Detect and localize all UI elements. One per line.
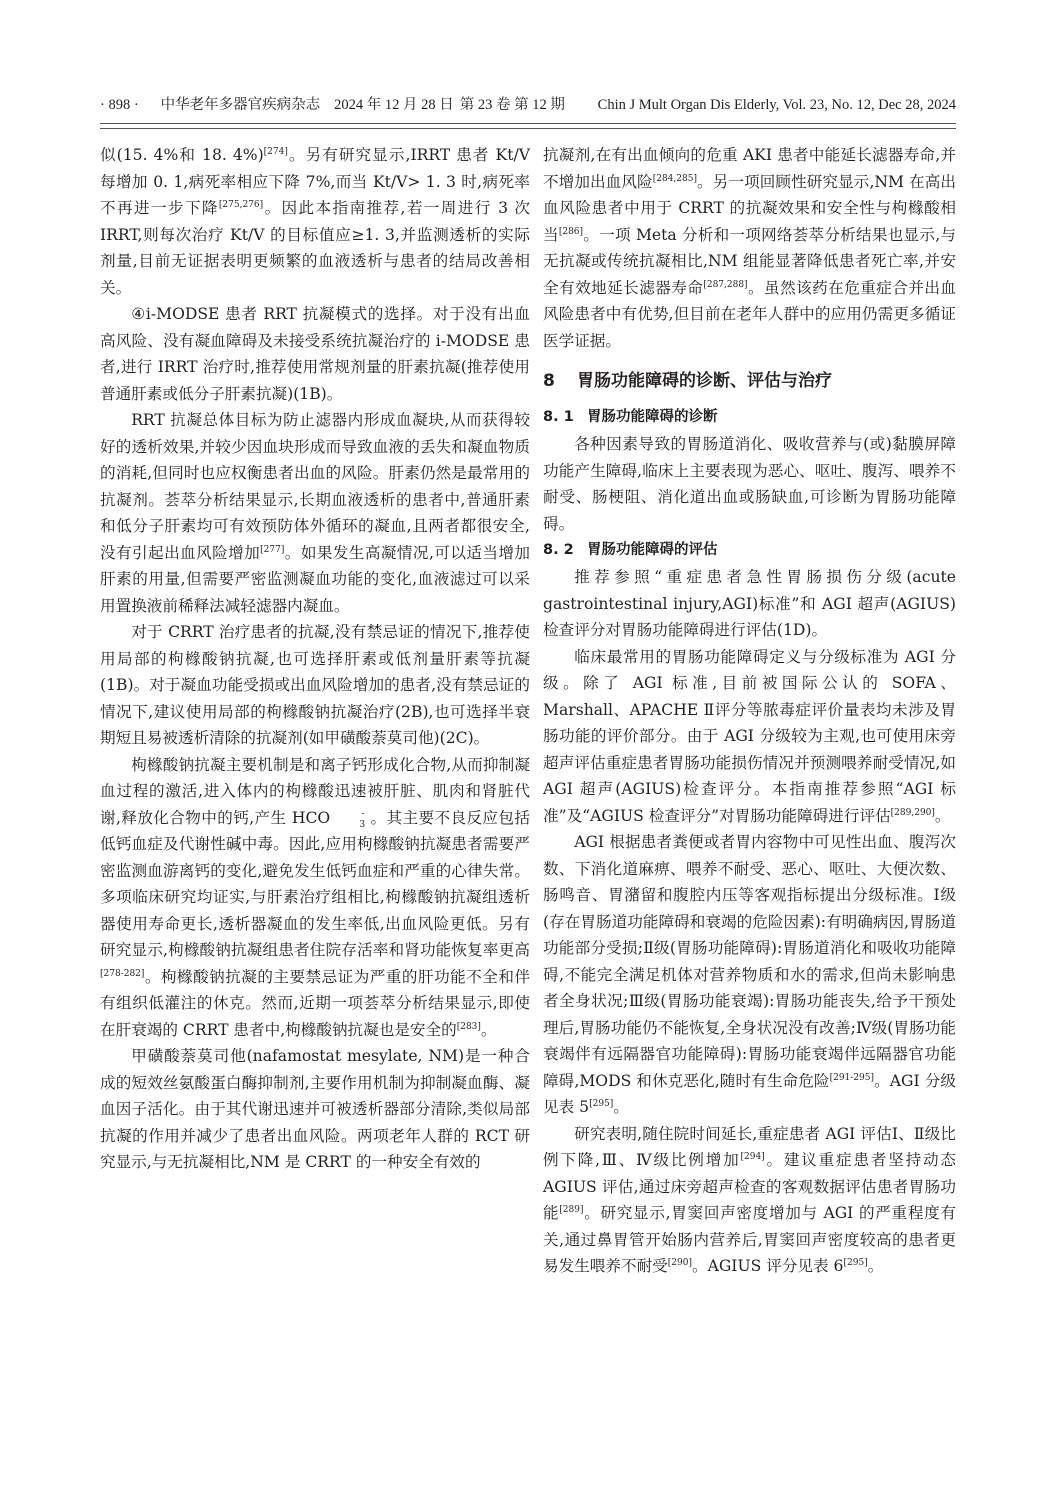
citation[interactable]: [287,288] bbox=[703, 279, 748, 290]
citation[interactable]: [289] bbox=[559, 1205, 584, 1215]
running-header bbox=[100, 94, 956, 116]
paragraph: 各种因素导致的胃肠道消化、吸收营养与(或)黏膜屏障功能产生障碍,临床上主要表现为恶心、呕吐、腹泻、喂养不耐受、肠梗阻、消化道出血或肠缺血,可诊断为胃肠功能障碍。 bbox=[543, 435, 956, 533]
citation[interactable]: [277] bbox=[260, 544, 285, 555]
header-double-rule bbox=[100, 123, 956, 129]
paragraph: ④i-MODSE 患者 RRT 抗凝模式的选择。对于没有出血高风险、没有凝血障碍及未接受系统抗凝治疗的 i-MODSE 患者,进行 IRRT 治疗时,推荐使用常规剂量的肝素抗凝(推荐使用普通肝素或低分子肝素抗凝)(1B)。 bbox=[100, 305, 530, 403]
left-column bbox=[100, 142, 530, 1176]
paragraph: RRT 抗凝总体目标为防止滤器内形成血凝块,从而获得较好的透析效果,并较少因血块形成而导致血液的丢失和凝血物质的消耗,但同时也应权衡患者出血的风险。肝素仍然是最常用的抗凝剂。荟萃分析结果显示,长期血液透析的患者中,普通肝素和低分子肝素均可有效预防体外循环的凝血,且两者都很安全,没有引起出血风险增加[277]。如果发生高凝情况,可以适当增加肝素的用量,但需要严密监测凝血功能的变化,血液滤过可以采用置换液前稀释法减轻滤器内凝血。 bbox=[100, 411, 530, 615]
paragraph: 临床最常用的胃肠功能障碍定义与分级标准为 AGI 分级。除了 AGI 标准,目前被国际公认的 SOFA、Marshall、APACHE Ⅱ评分等脓毒症评价量表均未涉及胃肠功能的评价部分。由于 AGI 分级较为主观,也可使用床旁超声评估重症患者胃肠功能损伤情况并预测喂养耐受情况,如 AGI 超声(AGIUS)检查评分。本指南推荐参照“AGI 标准”及“AGIUS 检查评分”对胃肠功能障碍进行评估[289,290]。 bbox=[543, 647, 956, 825]
right-column bbox=[543, 142, 956, 1280]
citation[interactable]: [278-282] bbox=[100, 968, 145, 979]
citation[interactable]: [289,290] bbox=[890, 807, 935, 818]
issue-date-cn: 2024 年 12 月 28 日 bbox=[334, 97, 454, 113]
citation[interactable]: [290] bbox=[667, 1258, 692, 1268]
subsection-heading: 8. 2 胃肠功能障碍的评估 bbox=[543, 542, 718, 558]
volume-issue-cn: 第 23 卷 第 12 期 bbox=[459, 97, 565, 113]
citation[interactable]: [275,276] bbox=[218, 200, 264, 210]
paragraph: 甲磺酸萘莫司他(nafamostat mesylate, NM)是一种合成的短效丝氨酸蛋白酶抑制剂,主要作用机制为抑制凝血酶、凝血因子活化。由于其代谢迅速并可被透析器部分清除,类似局部抗凝的作用并减少了患者出血风险。两项老年人群的 RCT 研究显示,与无抗凝相比,NM 是 CRRT 的一种安全有效的 bbox=[100, 1047, 530, 1171]
paragraph: 对于 CRRT 治疗患者的抗凝,没有禁忌证的情况下,推荐使用局部的枸橼酸钠抗凝,也可选择肝素或低剂量肝素等抗凝(1B)。对于凝血功能受损或出血风险增加的患者,没有禁忌证的情况下,建议使用局部的枸橼酸钠抗凝治疗(2B),也可选择半衰期短且易被透析清除的抗凝剂(如甲磺酸萘莫司他)(2C)。 bbox=[100, 623, 530, 747]
citation[interactable]: [295] bbox=[589, 1099, 614, 1109]
paragraph: 枸橼酸钠抗凝主要机制是和离子钙形成化合物,从而抑制凝血过程的激活,进入体内的枸橼酸迅速被肝脏、肌肉和肾脏代谢,释放化合物中的钙,产生 HCO -3 。其主要不良反应包括低钙血症及代谢性碱中毒。因此,应用枸橼酸钠抗凝患者需要严密监测血游离钙的变化,避免发生低钙血症和严重的心律失常。多项临床研究均证实,与肝素治疗组相比,枸橼酸钠抗凝组透析器使用寿命更长,透析器凝血的发生率低,出血风险更低。另有研究显示,枸橼酸钠抗凝组患者住院存活率和肾功能恢复率更高[278-282]。枸橼酸钠抗凝的主要禁忌证为严重的肝功能不全和伴有组织低灌注的休克。然而,近期一项荟萃分析结果显示,即使在肝衰竭的 CRRT 患者中,枸橼酸钠抗凝也是安全的[283]。 bbox=[100, 755, 530, 1039]
citation[interactable]: [295] bbox=[843, 1258, 868, 1268]
citation[interactable]: [286] bbox=[558, 226, 584, 237]
paragraph: 抗凝剂,在有出血倾向的危重 AKI 患者中能延长滤器寿命,并不增加出血风险[284,285]。另一项回顾性研究显示,NM 在高出血风险患者中用于 CRRT 的抗凝效果和安全性与枸橼酸相当[286]。一项 Meta 分析和一项网络荟萃分析结果也显示,与无抗凝或传统抗凝相比,NM 组能显著降低患者死亡率,并安全有效地延长滤器寿命[287,288]。虽然该药在危重症合并出血风险患者中有优势,但目前在老年人群中的应用仍需更多循证医学证据。 bbox=[543, 146, 956, 350]
subsection-heading: 8. 1 胃肠功能障碍的诊断 bbox=[543, 409, 718, 425]
paragraph: 推荐参照“重症患者急性胃肠损伤分级(acute gastrointestinal injury,AGI)标准”和 AGI 超声(AGIUS)检查评分对胃肠功能障碍进行评估(1D)。 bbox=[543, 568, 956, 639]
journal-title-cn: 中华老年多器官疾病杂志 bbox=[160, 97, 321, 113]
citation[interactable]: [294] bbox=[740, 1152, 765, 1162]
page-number: · 898 · bbox=[100, 97, 139, 113]
paragraph: 似(15. 4%和 18. 4%)[274]。另有研究显示,IRRT 患者 Kt/V 每增加 0. 1,病死率相应下降 7%,而当 Kt/V> 1. 3 时,病死率不再进一步下降[275,276]。因此本指南推荐,若一周进行 3 次 IRRT,则每次治疗 Kt/V 的目标值应≥1. 3,并监测透析的实际剂量,目前无证据表明更频繁的血液透析与患者的结局改善相关。 bbox=[100, 146, 530, 297]
paragraph: 研究表明,随住院时间延长,重症患者 AGI 评估Ⅰ、Ⅱ级比例下降,Ⅲ、Ⅳ级比例增加[294]。建议重症患者坚持动态 AGIUS 评估,通过床旁超声检查的客观数据评估患者胃肠功能[289]。研究显示,胃窦回声密度增加与 AGI 的严重程度有关,通过鼻胃管开始肠内营养后,胃窦回声密度较高的患者更易发生喂养不耐受[290]。AGIUS 评分见表 6[295]。 bbox=[543, 1124, 956, 1275]
citation[interactable]: [291-295] bbox=[829, 1072, 875, 1083]
paragraph: AGI 根据患者粪便或者胃内容物中可见性出血、腹泻次数、下消化道麻痹、喂养不耐受、恶心、呕吐、大便次数、肠鸣音、胃潴留和腹腔内压等客观指标提出分级标准。Ⅰ级(存在胃肠道功能障碍和衰竭的危险因素):有明确病因,胃肠道功能部分受损;Ⅱ级(胃肠功能障碍):胃肠道消化和吸收功能障碍,不能完全满足机体对营养物质和水的需求,但尚未影响患者全身状况;Ⅲ级(胃肠功能衰竭):胃肠功能丧失,给予干预处理后,胃肠功能仍不能恢复,全身状况没有改善;Ⅳ级(胃肠功能衰竭伴有远隔器官功能障碍):胃肠功能衰竭伴远隔器官功能障碍,MODS 和休克恶化,随时有生命危险[291-295]。AGI 分级见表 5[295]。 bbox=[543, 833, 956, 1116]
journal-citation-en: Chin J Mult Organ Dis Elderly, Vol. 23, No. 12, Dec 28, 2024 bbox=[597, 97, 956, 113]
citation[interactable]: [284,285] bbox=[652, 173, 697, 184]
citation[interactable]: [283] bbox=[456, 1021, 481, 1032]
section-heading: 8 胃肠功能障碍的诊断、评估与治疗 bbox=[543, 371, 832, 391]
citation[interactable]: [274] bbox=[263, 147, 288, 157]
